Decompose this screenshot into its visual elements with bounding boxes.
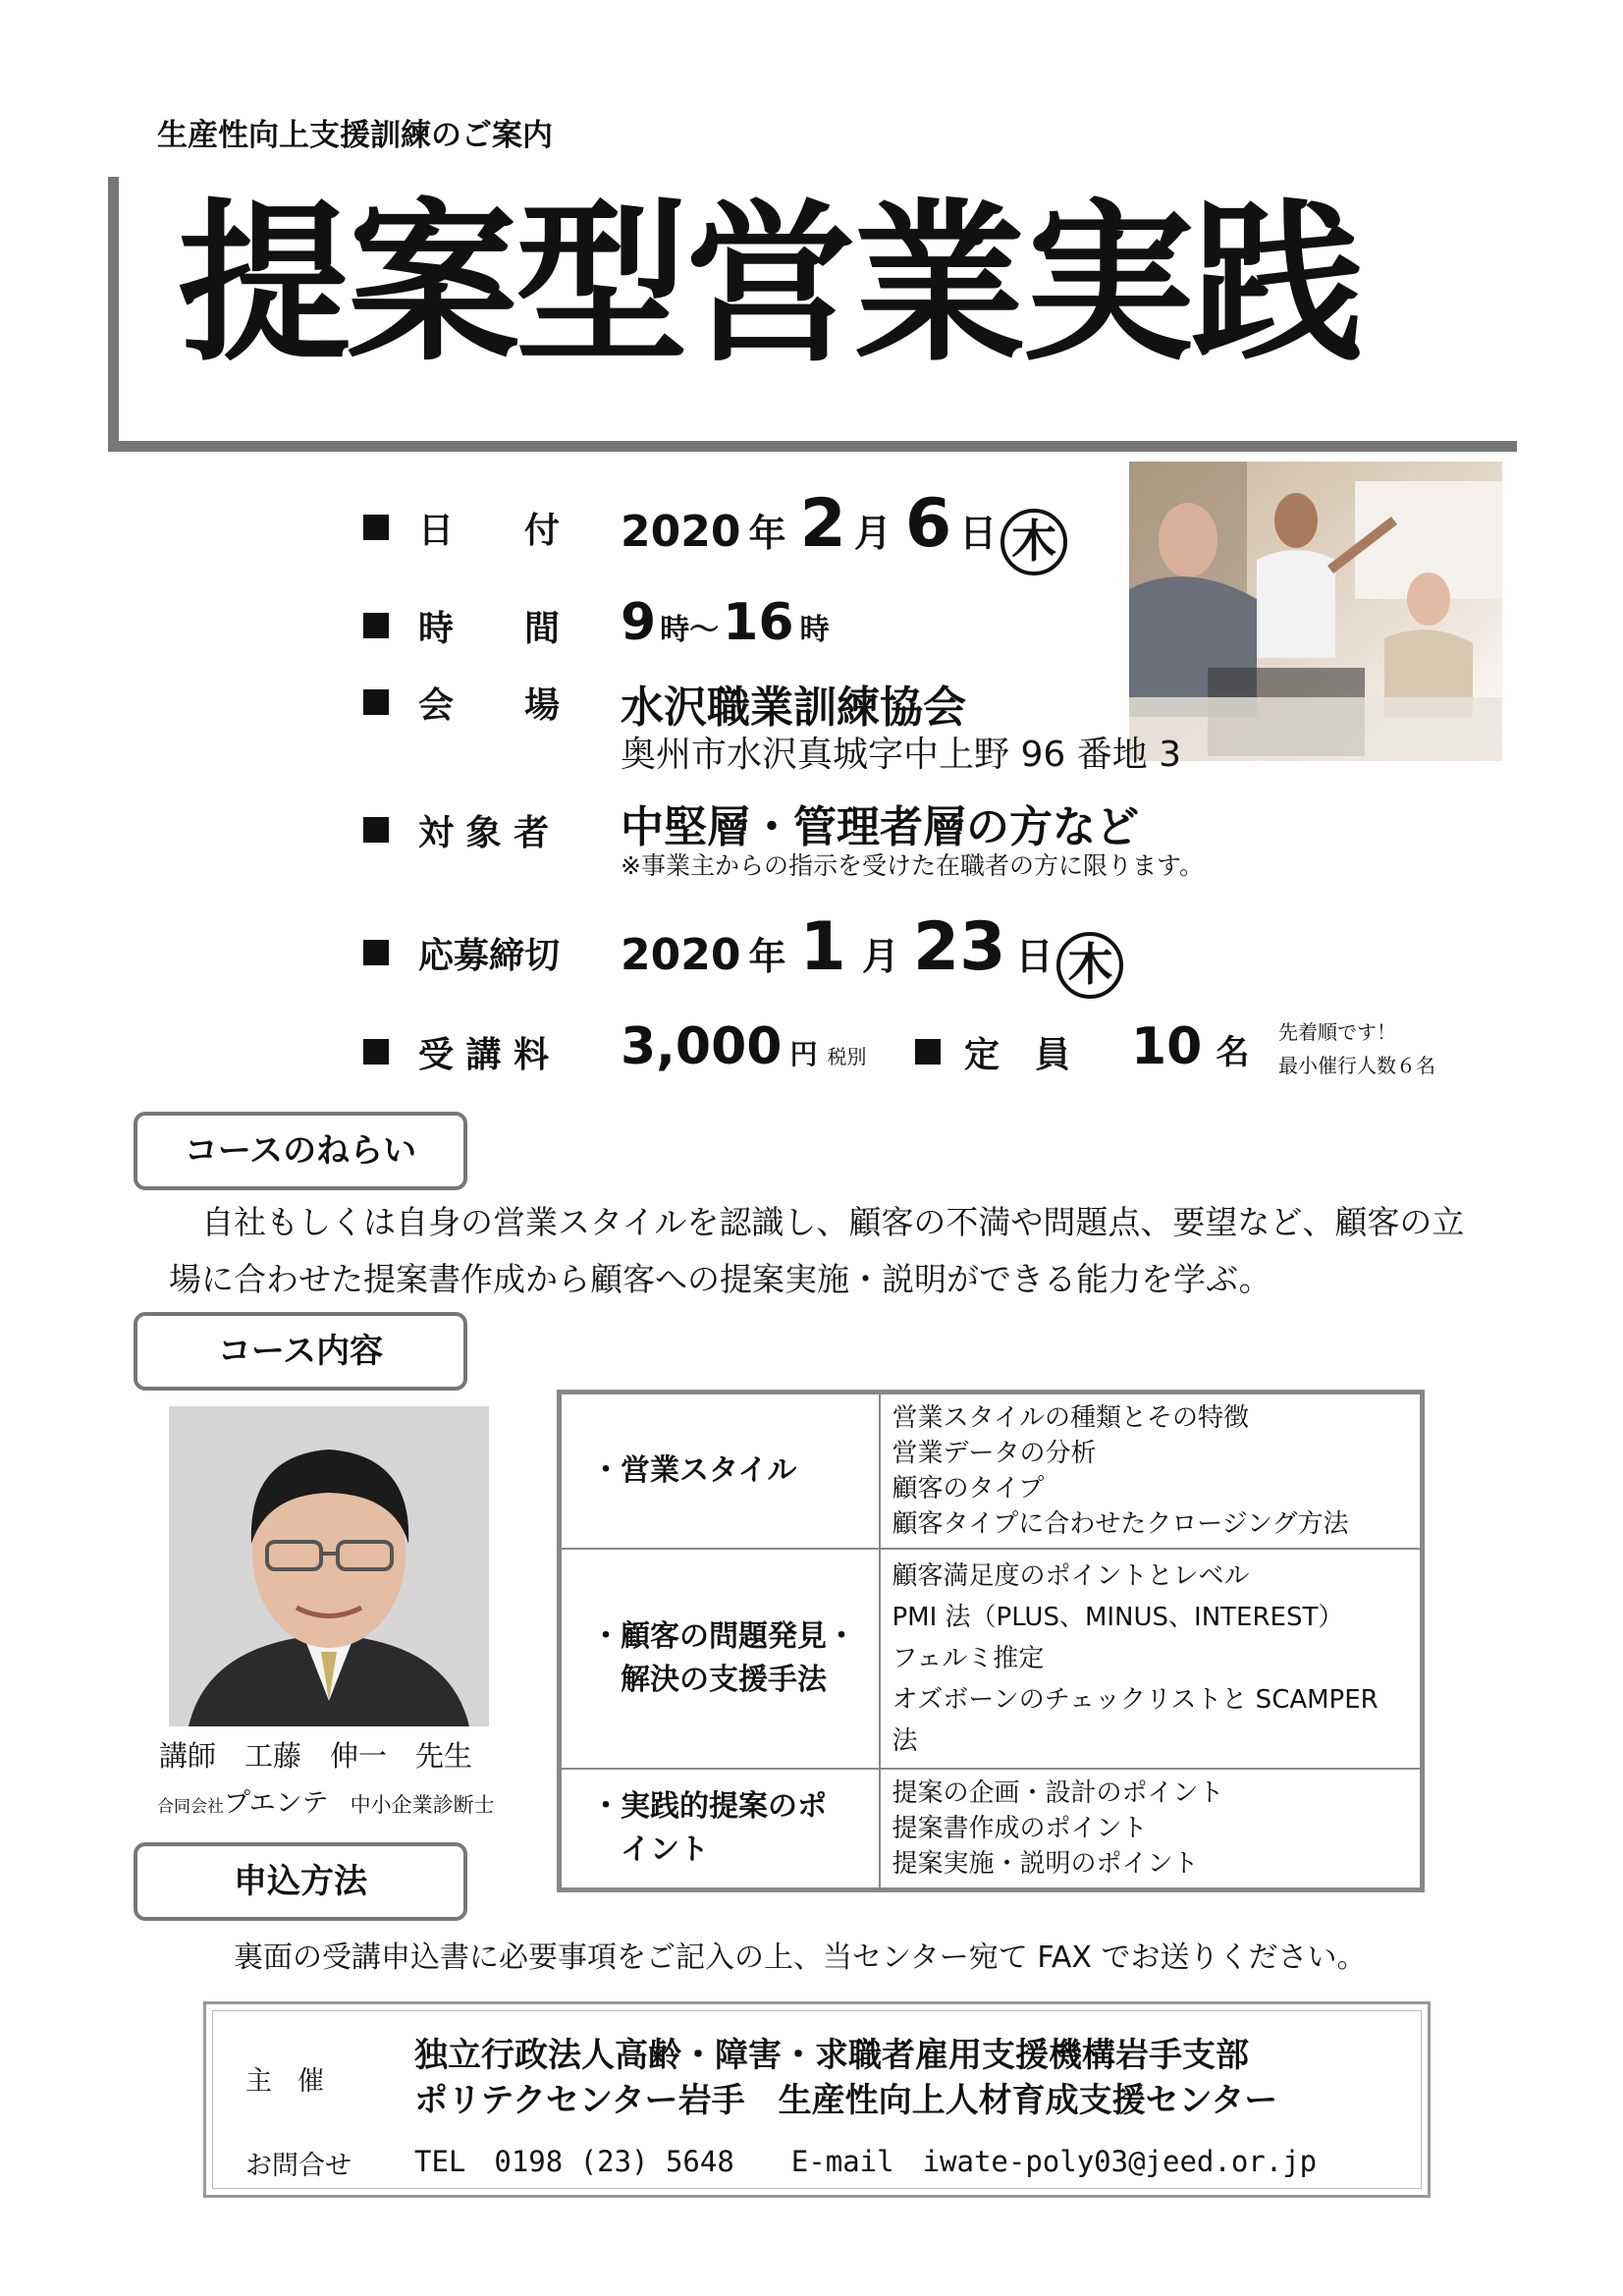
category-cell: ・顧客の問題発見・ 解決の支援手法 — [560, 1549, 880, 1769]
deadline-label: 応募締切 — [418, 936, 561, 976]
square-bullet-icon — [363, 940, 389, 965]
fee-value: 3,000 円 税別 — [621, 1017, 867, 1076]
organizer-name: 独立行政法人高齢・障害・求職者雇用支援機構岩手支部 — [414, 2036, 1249, 2075]
items-cell — [880, 1769, 1423, 1890]
weekday-circle: 木 — [1056, 932, 1123, 999]
list-item: 顧客のタイプ — [892, 1474, 1045, 1503]
category-cell: ・営業スタイル — [560, 1393, 880, 1550]
venue-label: 会 場 — [418, 685, 561, 726]
meeting-photo — [1129, 462, 1502, 761]
time-label: 時 間 — [418, 609, 561, 649]
list-item: 営業データの分析 — [892, 1439, 1097, 1468]
square-bullet-icon — [363, 613, 389, 638]
target-note: ※事業主からの指示を受けた在職者の方に限ります。 — [621, 851, 1204, 880]
venue-name: 水沢職業訓練協会 — [621, 683, 966, 733]
center-name: ポリテクセンター岩手 生産性向上人材育成支援センター — [414, 2081, 1278, 2120]
apply-heading: 申込方法 — [134, 1842, 467, 1921]
lecturer-org: 合同会社プエンテ 中小企業診断士 — [157, 1788, 495, 1819]
list-item: 顧客タイプに合わせたクロージング方法 — [892, 1509, 1349, 1539]
inquiry-label: お問合せ — [245, 2151, 352, 2181]
list-item: オズボーンのチェックリストと SCAMPER 法 — [892, 1685, 1379, 1756]
date-label: 日 付 — [418, 511, 561, 551]
fee-label: 受 講 料 — [418, 1035, 550, 1075]
aim-heading: コースのねらい — [134, 1112, 467, 1190]
title-box — [108, 177, 1517, 452]
category-cell: ・実践的提案のポ イント — [560, 1769, 880, 1890]
contact-info: TEL 0198 (23) 5648 E-mail iwate-poly03@jeed.or.jp — [414, 2145, 1318, 2178]
square-bullet-icon — [363, 817, 389, 843]
course-title: 提案型営業実践 — [178, 184, 1361, 385]
apply-text: 裏面の受講申込書に必要事項をご記入の上、当センター宛て FAX でお送りください。 — [234, 1941, 1367, 1975]
organizer-box — [203, 2001, 1431, 2198]
target-value: 中堅層・管理者層の方など — [621, 802, 1139, 852]
table-row — [560, 1769, 1423, 1890]
list-item: 提案書作成のポイント — [892, 1814, 1148, 1843]
target-label: 対 象 者 — [418, 813, 550, 853]
table-row — [560, 1549, 1423, 1769]
deadline-value: 2020 年 1 月 23 日 木 — [621, 908, 1123, 999]
date-value: 2020 年 2 月 6 日 木 — [621, 485, 1067, 575]
lecturer-photo — [169, 1406, 489, 1726]
venue-address: 奥州市水沢真城字中上野 96 番地 3 — [621, 735, 1182, 775]
weekday-circle: 木 — [1001, 509, 1067, 575]
capacity-value: 10 名 — [1131, 1017, 1250, 1076]
list-item: フェルミ推定 — [892, 1644, 1045, 1673]
aim-text: 自社もしくは自身の営業スタイルを認識し、顧客の不満や問題点、要望など、顧客の立場に合わせた提案書作成から顧客への提案実施・説明ができる能力を学ぶ。 — [169, 1203, 1465, 1298]
host-label: 主催 — [245, 2066, 350, 2097]
square-bullet-icon — [915, 1039, 941, 1065]
items-cell — [880, 1549, 1423, 1769]
capacity-label: 定 員 — [964, 1035, 1071, 1075]
table-row — [560, 1393, 1423, 1550]
list-item: PMI 法（PLUS、MINUS、INTEREST） — [892, 1603, 1344, 1632]
square-bullet-icon — [363, 515, 389, 540]
list-item: 営業スタイルの種類とその特徴 — [892, 1403, 1249, 1433]
pre-title: 生産性向上支援訓練のご案内 — [157, 118, 553, 153]
list-item: 提案の企画・設計のポイント — [892, 1778, 1224, 1808]
square-bullet-icon — [363, 1039, 389, 1065]
capacity-notes: 先着順です！ 最小催行人数６名 — [1278, 1020, 1435, 1077]
list-item: 顧客満足度のポイントとレベル — [892, 1561, 1250, 1591]
list-item: 提案実施・説明のポイント — [892, 1849, 1199, 1879]
items-cell — [880, 1393, 1423, 1550]
square-bullet-icon — [363, 689, 389, 715]
time-value: 9 時〜16 時 — [621, 593, 830, 652]
lecturer-name: 講師 工藤 伸一 先生 — [159, 1739, 473, 1773]
course-table — [557, 1390, 1425, 1892]
content-heading: コース内容 — [134, 1312, 467, 1391]
